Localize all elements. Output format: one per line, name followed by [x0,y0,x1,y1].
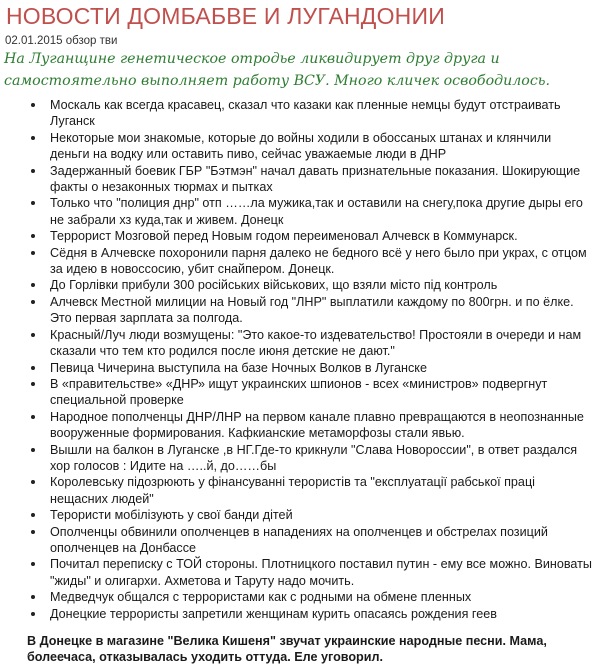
bullet-icon [31,283,35,287]
bullet-icon [31,480,35,484]
bullet-icon [31,300,35,304]
bullet-icon [31,562,35,566]
bullet-icon [31,612,35,616]
list-item [0,97,600,130]
dateline: 02.01.2015 обзор тви [5,35,118,47]
list-item-text: Почитал переписку с ТОЙ стороны. Плотницкого поставил путин - ему все можно. Виноваты "жиды" и олигархи. Ахметова и Таруту надо мочить. [50,557,592,588]
bullet-icon [31,415,35,419]
list-item-text: Медведчук общался с террористами как с родными на обмене пленных [50,590,472,605]
bullet-icon [31,234,35,238]
list-item [0,507,600,523]
bullet-icon [31,169,35,173]
bullet-icon [31,513,35,517]
list-item [0,228,600,244]
footer-text: В Донецке в магазине "Велика Кишеня" звучат украинские народные песни. Мама, болеечаса, отказывалась уходить оттуда. Еле уговорил. [27,634,547,665]
list-item-text: Вышли на балкон в Луганске ,в НГ.Где-то крикнули "Слава Новороссии", в ответ раздался хор голосов : Идите на …..й, до……бы [50,442,578,473]
list-item-text: Сёдня в Алчевске похоронили парня далеко не бедного всё у него было при украх, с отцом за идею в новоссосию, убит снайпером. Донецк. [50,245,587,277]
list-item-text: До Горлівки прибули 300 російських військових, що взяли місто під контроль [50,278,498,293]
news-list [0,97,600,622]
list-item-text: В «правительстве» «ДНР» ищут украинских шпионов - всех «министров» подвергнут специальной проверке [50,376,548,408]
intro-text: На Луганщине генетическое отродье ликвидирует друг друга и самостоятельно выполняет работу ВСУ. Много кличек освободилось. [4,51,551,89]
bullet-icon [31,251,35,255]
list-item [0,589,600,605]
list-item-text: Красный/Луч люди возмущены: "Это какое-то издевательство! Простояли в очереди и нам сказали что тем кто родился после июня детские не дают." [50,327,582,359]
page-title: НОВОСТИ ДОМБАБВЕ И ЛУГАНДОНИИ [6,3,445,29]
list-item [0,277,600,293]
list-item-text: Задержанный боевик ГБР "Бэтмэн" начал давать признательные показания. Шокирующие факты о незаконных тюрмах и пытках [50,163,581,195]
bullet-icon [31,136,35,140]
list-item [0,409,600,442]
list-item-text: Некоторые мои знакомые, которые до войны ходили в обоссаных штанах и клянчили деньги на водку или оставить пиво, сейчас уважаемые люди в ДНР [50,130,552,162]
bullet-icon [31,595,35,599]
bullet-icon [31,201,35,205]
list-item-text: Терористи мобілізують у свої банди дітей [50,508,293,523]
list-item-text: Королевську підозрюють у фінансуванні терористів та "експлуатації рабської праці нещасних людей" [50,475,535,506]
bullet-icon [31,382,35,386]
list-item [0,556,600,589]
list-item [0,130,600,163]
list-item [0,327,600,360]
list-item-text: Только что "полиция днр" отп ……ла мужика,так и оставили на снегу,пока другие дыры его не забрали хз куда,так и живем. Донецк [50,196,583,227]
list-item [0,294,600,327]
bullet-icon [31,366,35,370]
list-item [0,163,600,196]
list-item [0,376,600,409]
list-item-text: Народное пополченцы ДНР/ЛНР на первом канале плавно превращаются в неопознанные вооруженные формирования. Кафкианские метаморфозы стали явью. [50,409,584,441]
list-item [0,524,600,557]
list-item-text: Террорист Мозговой перед Новым годом переименовал Алчевск в Коммунарск. [50,229,518,244]
list-item [0,474,600,507]
bullet-icon [31,333,35,337]
list-item [0,360,600,376]
list-item-text: Певица Чичерина выступила на базе Ночных Волков в Луганске [50,360,427,375]
list-item-text: Донецкие террористы запретили женщинам курить опасаясь рождения геев [50,606,497,621]
list-item [0,245,600,278]
list-item [0,195,600,228]
list-item-text: Москаль как всегда красавец, сказал что казаки как пленные немцы будут отстраивать Луганск [50,98,561,129]
list-item [0,606,600,622]
list-item-text: Ополченцы обвинили ополченцев в нападениях на ополченцев и обстрелах позиций ополченцев на Донбассе [50,524,548,555]
bullet-icon [31,448,35,452]
list-item-text: Алчевск Местной милиции на Новый год "ЛНР" выплатили каждому по 800грн. и по ёлке. Это первая зарплата за полгода. [50,294,574,326]
list-item [0,442,600,475]
bullet-icon [31,530,35,534]
bullet-icon [31,103,35,107]
